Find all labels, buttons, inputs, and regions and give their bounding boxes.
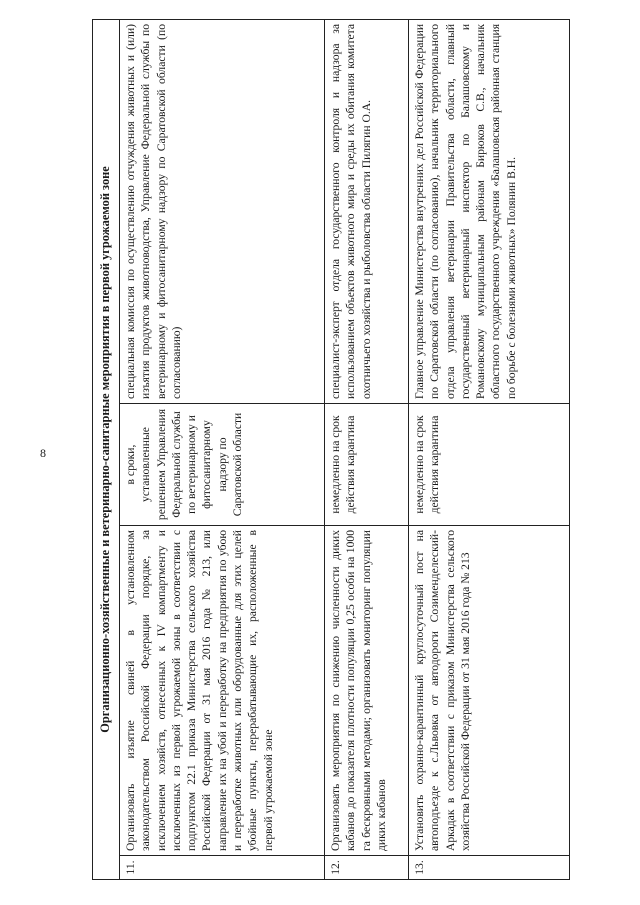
- measure-text: Установить охранно-карантинный круглосуточный пост на автоподъезде к с.Львовка от автодороги Созименделеский-Аркадак в соответствии с приказом Министерства сельского хозяйства Российской Федерации от 31 мая 2016 года № 213: [409, 526, 570, 856]
- responsible-text: специальная комиссия по осуществлению отчуждения животных и (или) изъятия продуктов животноводства, Управление Федеральной службы по ветеринарному и фитосанитарному надзору по Саратовской области (по согласованию): [120, 19, 325, 403]
- responsible-text: Главное управление Министерства внутренних дел Российской Федерации по Саратовской области (по согласованию), начальник территориального отдела управления ветеринарии Правительства области, главный государственный ветеринарный инспектор по Балашовскому и Романовскому муниципальным районам Бирюков С.В., начальник областного государственного учреждения «Балашовская районная станция по борьбе с болезнями животных» Полянин В.Н.: [409, 19, 570, 403]
- table-row: [120, 19, 325, 879]
- page-number: 8: [40, 446, 46, 460]
- rotated-table-container: [92, 20, 570, 880]
- responsible-text: специалист-эксперт отдела государственного контроля и надзора за использованием объектов животного мира и среды их обитания комитета охотничьего хозяйства и рыболовства области Пилягин О.А.: [325, 19, 409, 403]
- table-row: [409, 19, 570, 879]
- section-title: Организационно-хозяйственные и ветеринарно-санитарные мероприятия в первой угрожаемой зоне: [93, 19, 120, 879]
- measure-text: Организовать изъятие свиней в установленном законодательством Российской Федерации порядке, за исключением хозяйств, отнесенных к IV компартменту и исключенных из первой угрожаемой зоны в соответствии с подпунктом 22.1 приказа Министерства сельского хозяйства Российской Федерации от 31 мая 2016 года № 213, или направление их на убой и переработку на предприятия по убою и переработке животных или оборудованные для этих целей убойные пункты, перерабатывающие их, расположенные в первой угрожаемой зоне: [120, 526, 325, 856]
- row-number: 11.: [120, 856, 325, 880]
- deadline-text: немедленно на срок действия карантина: [325, 404, 409, 526]
- measures-table: [92, 19, 570, 880]
- section-header-row: [93, 19, 120, 879]
- deadline-text: немедленно на срок действия карантина: [409, 404, 570, 526]
- table-row: [325, 19, 409, 879]
- deadline-text: в сроки, установленные решением Управления Федеральной службы по ветеринарному и фитосанитарному надзору по Саратовской области: [120, 404, 325, 526]
- row-number: 13.: [409, 856, 570, 880]
- measure-text: Организовать мероприятия по снижению численности диких кабанов до показателя плотности популяции 0,25 особи на 1000 га бескровными методами; организовать мониторинг популяции диких кабанов: [325, 526, 409, 856]
- row-number: 12.: [325, 856, 409, 880]
